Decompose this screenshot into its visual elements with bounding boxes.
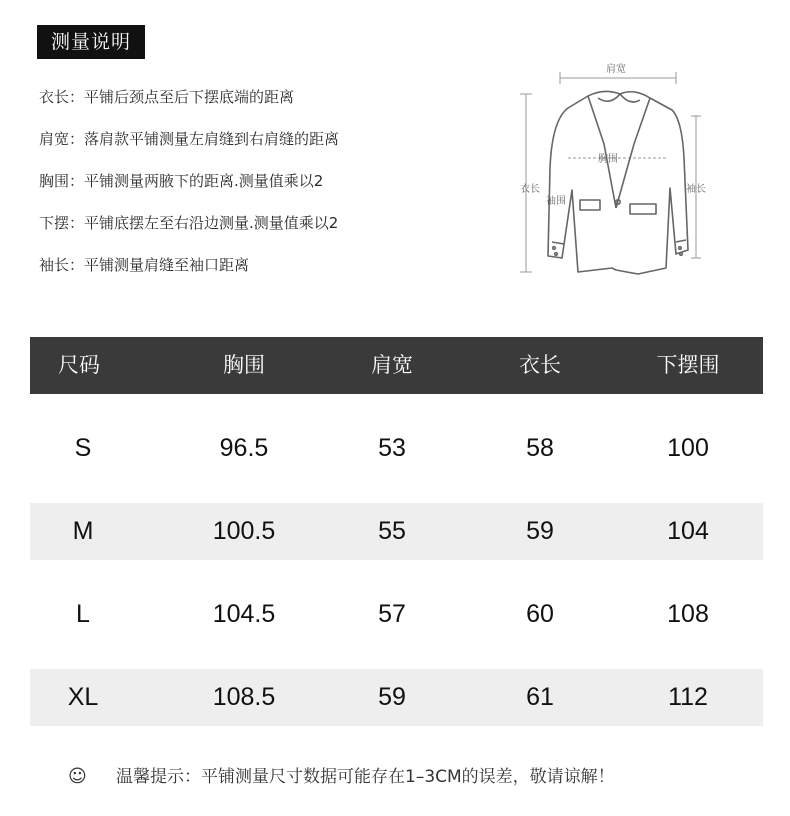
definition-hem [39,210,479,252]
page-title: 测量说明 [37,25,145,59]
jacket-shape [548,91,688,274]
definition-text: 落肩款平铺测量左肩缝到右肩缝的距离 [84,130,340,148]
cell-shoulder: 59 [378,683,406,711]
tip-note [68,762,615,787]
definition-text: 平铺底摆左至右沿边测量.测量值乘以2 [84,214,339,232]
definition-text: 平铺测量肩缝至袖口距离 [84,256,250,274]
header-size: 尺码 [58,353,100,377]
definition-shoulder [39,126,479,168]
definition-label: 下摆 [39,214,70,232]
diagram-label-length: 衣长 [520,184,540,195]
tip-label: 温馨提示： [116,767,201,787]
definition-text: 平铺测量两腋下的距离.测量值乘以2 [84,172,324,190]
definition-sep: ： [69,88,85,106]
cell-size: M [72,517,94,545]
diagram-label-chest: 胸围 [598,154,618,165]
header-shoulder: 肩宽 [371,353,413,377]
cell-hem: 100 [667,434,709,462]
cell-length: 59 [526,517,554,545]
cell-shoulder: 57 [378,600,406,628]
table-row [30,669,763,726]
tip-text: 平铺测量尺寸数据可能存在1–3CM的误差，敬请谅解！ [201,767,615,787]
cell-size: S [74,434,92,462]
definition-sep: ： [69,214,85,232]
definition-label: 胸围 [39,172,70,190]
cell-size: XL [67,683,99,711]
header-hem: 下摆围 [656,353,720,377]
definition-length [39,84,479,126]
cell-hem: 112 [668,683,708,711]
definition-sep: ： [69,172,85,190]
diagram-label-shoulder: 肩宽 [606,64,626,75]
cell-chest: 96.5 [219,434,269,462]
cell-shoulder: 55 [378,517,406,545]
diagram-label-hem: 袖围 [546,196,566,207]
cell-length: 61 [526,683,554,711]
definition-text: 平铺后颈点至后下摆底端的距离 [84,88,295,106]
cell-hem: 108 [667,600,709,628]
definition-label: 袖长 [39,256,70,274]
jacket-outline-icon [516,58,722,282]
cell-length: 58 [526,434,554,462]
cell-shoulder: 53 [378,434,406,462]
definition-sep: ： [69,130,85,148]
definition-list [39,84,479,294]
definition-label: 肩宽 [39,130,70,148]
definition-label: 衣长 [39,88,70,106]
cell-chest: 104.5 [212,600,276,628]
table-row [30,503,763,560]
cell-size: L [76,600,90,628]
cell-hem: 104 [667,517,709,545]
size-table [30,337,763,726]
table-header [30,337,763,394]
header-length: 衣长 [519,353,561,377]
table-row [30,586,763,643]
definition-sep: ： [69,256,85,274]
smile-icon: ☺ [68,766,87,787]
definition-chest [39,168,479,210]
diagram-label-sleeve: 袖长 [686,184,706,195]
measure-guides [520,72,701,272]
cell-chest: 108.5 [212,683,276,711]
table-row [30,420,763,477]
cell-chest: 100.5 [212,517,276,545]
definition-sleeve [39,252,479,294]
header-chest: 胸围 [223,353,265,377]
cell-length: 60 [526,600,554,628]
